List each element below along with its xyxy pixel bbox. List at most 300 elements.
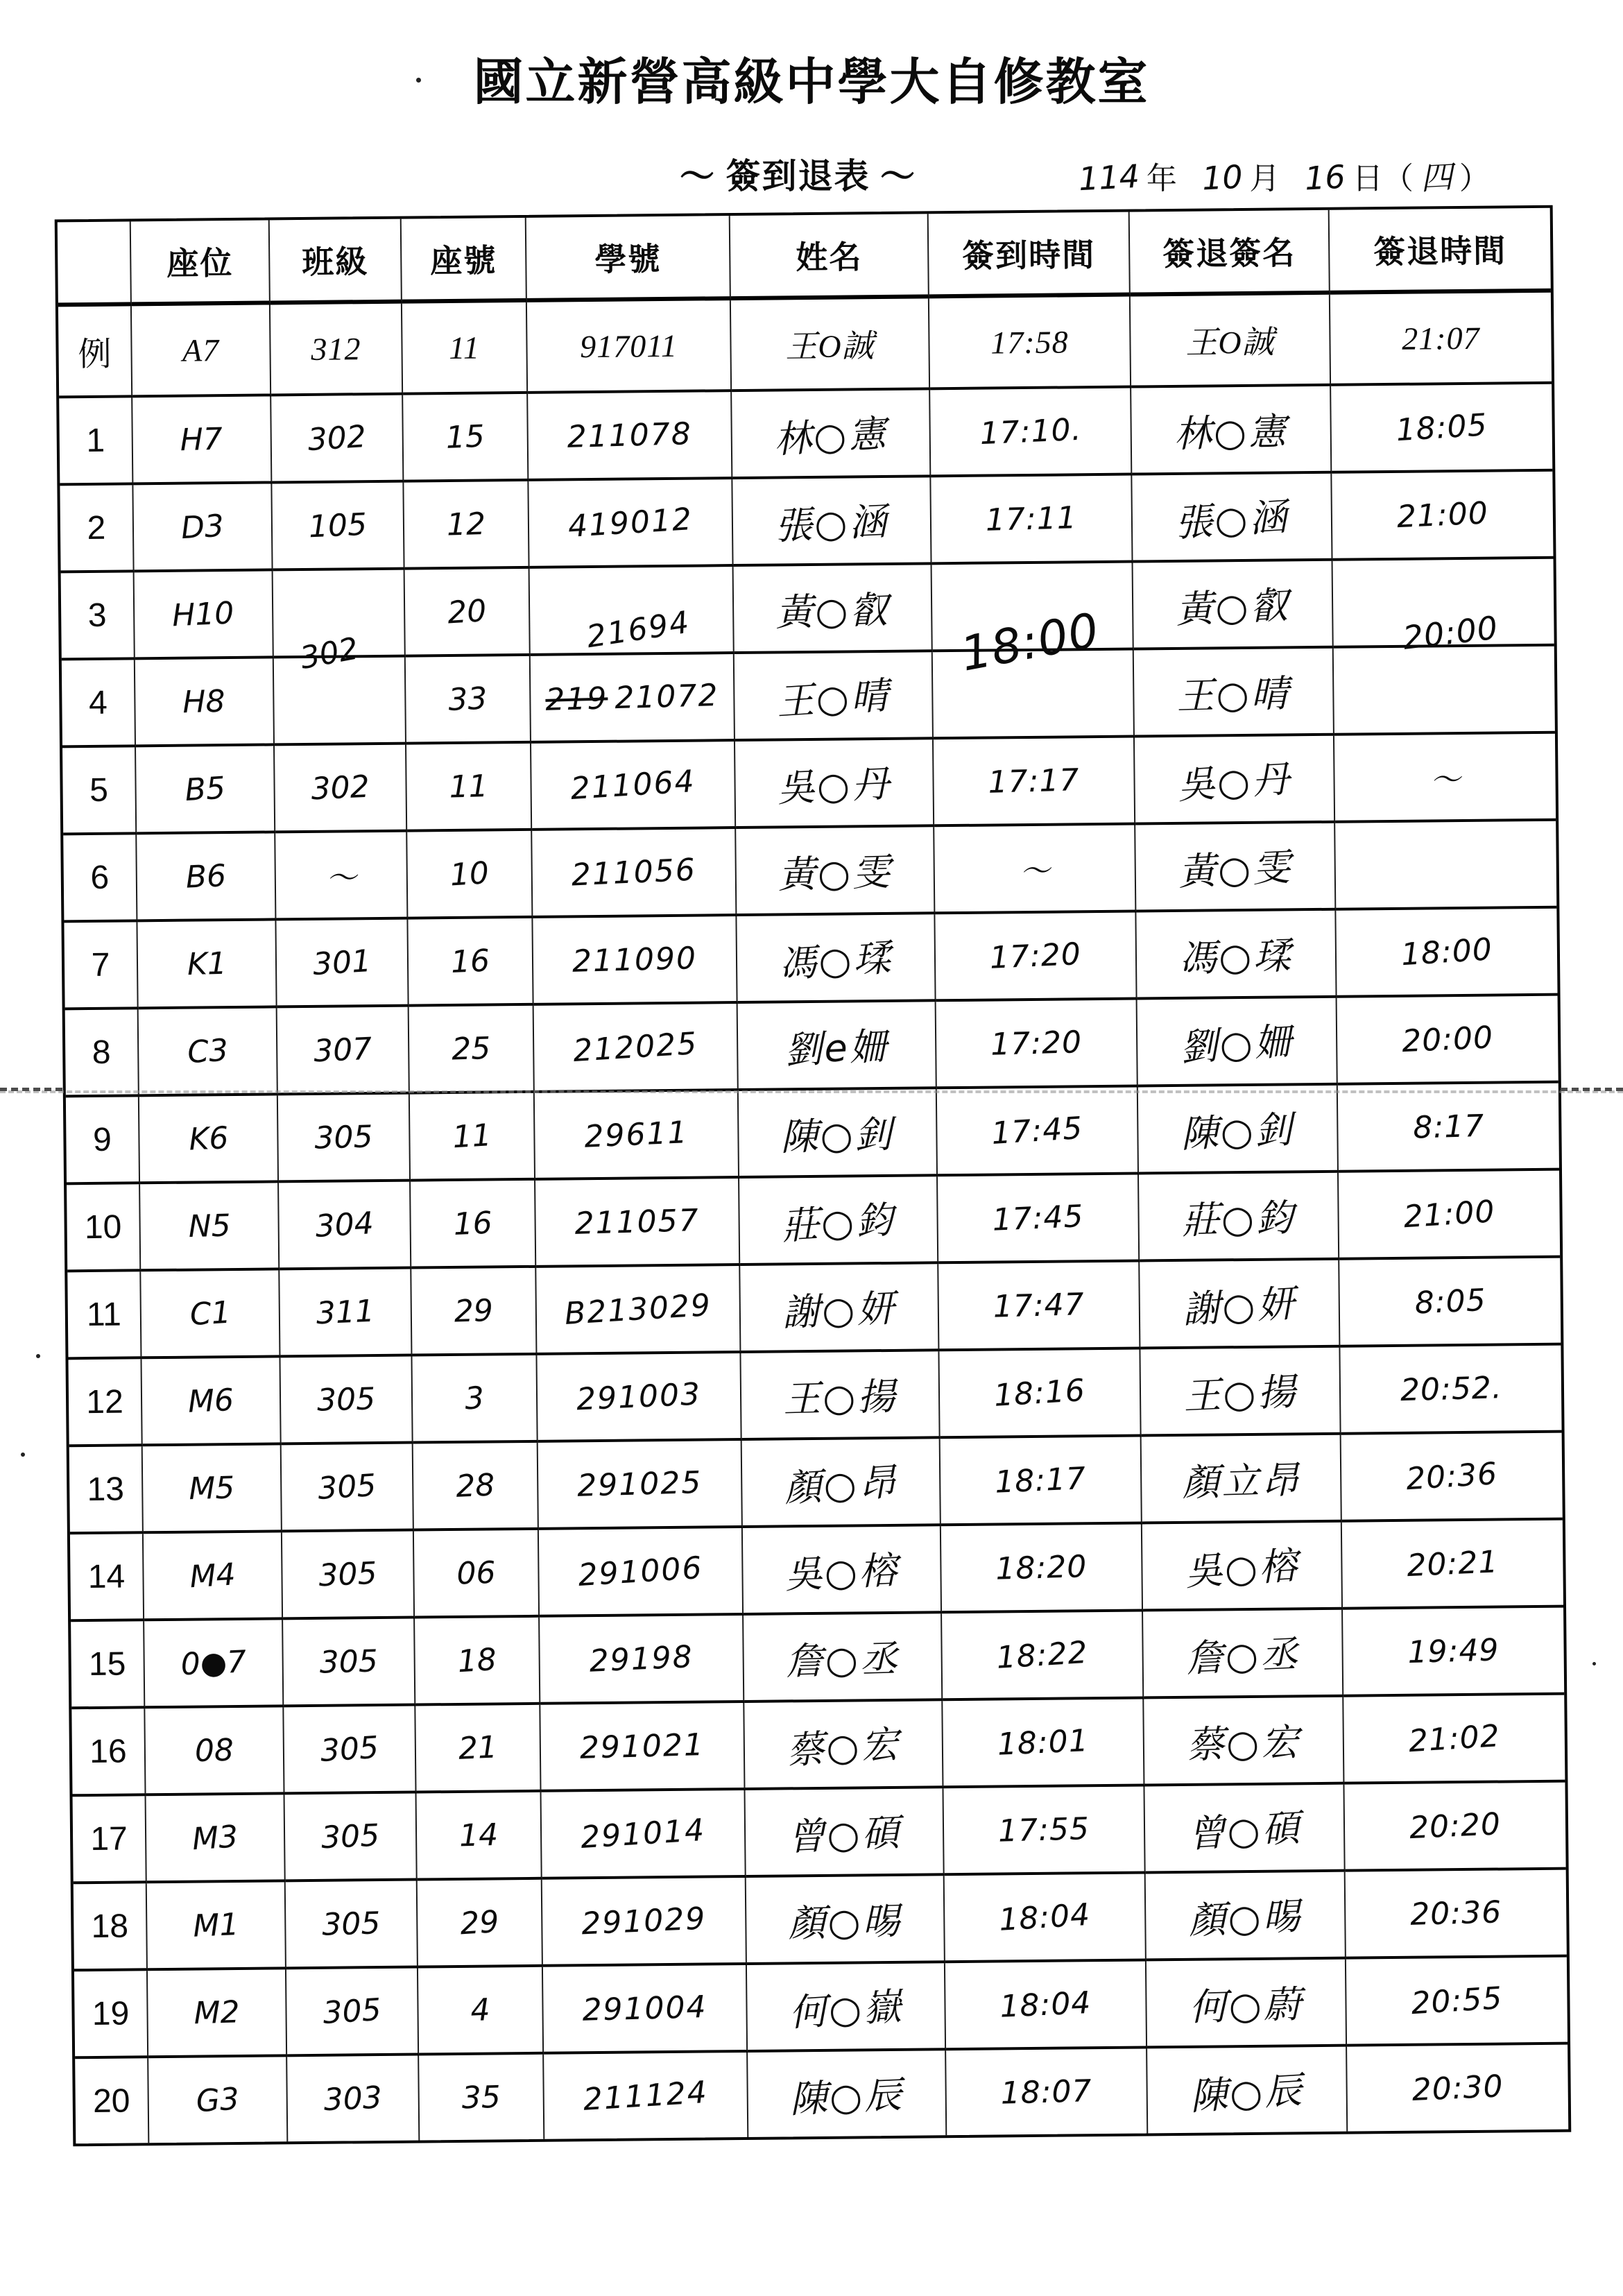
value-class: 311 (315, 1293, 375, 1331)
value-student_id: 917011 (579, 327, 678, 364)
value-name: 劉e姍 (783, 1023, 890, 1072)
value-name: 曾○碩 (786, 1810, 902, 1859)
value-seat: H8 (182, 683, 226, 720)
cell-sign_in-row7 (935, 913, 1137, 1002)
value-sign_out_name: 謝○妍 (1181, 1280, 1298, 1332)
date-day-value: 16 (1303, 157, 1347, 198)
cell-name-example (731, 298, 930, 392)
value-student_id: 291025 (576, 1464, 703, 1504)
cell-sign_out_time-row4 (1334, 646, 1555, 736)
cell-num-row17 (73, 1796, 147, 1884)
value-name: 王○揚 (782, 1373, 898, 1421)
value-class: 〜 (325, 859, 357, 897)
value-sign_out_name: 陳○釗 (1180, 1106, 1296, 1156)
cell-seat_no-row9 (410, 1093, 535, 1182)
cell-name-row4 (735, 652, 934, 742)
value-class: 305 (318, 1555, 378, 1593)
value-seat_no: 3 (463, 1380, 486, 1417)
value-seat_no: 14 (458, 1817, 499, 1853)
cell-seat_no-row11 (411, 1268, 537, 1357)
cell-sign_out_time-header: 簽退時間 (1330, 208, 1551, 295)
cell-name-row15 (744, 1613, 943, 1703)
date-day-label: 日 (1352, 162, 1383, 196)
cell-seat-row7 (137, 920, 277, 1009)
ink-speck (36, 1354, 40, 1358)
cell-seat_no-row16 (415, 1705, 541, 1794)
value-student_id: 21694 (584, 604, 693, 655)
cell-class-row3 (273, 570, 406, 676)
cell-student_id-row13 (538, 1441, 743, 1530)
value-sign_out_name: 馮○瑈 (1178, 933, 1294, 980)
cell-name-row3 (734, 565, 933, 654)
date-paren-close: ） (1459, 162, 1490, 196)
date-month-label: 月 (1249, 162, 1280, 196)
cell-name-row6 (736, 827, 935, 916)
value-seat: D3 (180, 508, 225, 546)
value-class: 301 (311, 943, 372, 982)
cell-class-row4 (274, 658, 406, 746)
value-name: 林○憲 (773, 411, 889, 462)
cell-sign_in-row6 (934, 825, 1136, 915)
cell-student_id-row10 (535, 1179, 740, 1268)
cell-class-row13 (282, 1444, 414, 1533)
cell-seat_no-row14 (414, 1530, 540, 1619)
value-num: 5 (89, 771, 109, 809)
value-class: 305 (321, 1905, 381, 1943)
value-sign_out_time: 21:02 (1407, 1717, 1502, 1759)
cell-sign_out_time-row8 (1337, 996, 1558, 1086)
value-num: 12 (86, 1383, 124, 1421)
value-student_id: 291003 (576, 1376, 703, 1417)
value-sign_in: 18:22 (995, 1634, 1090, 1676)
cell-sign_in-header: 簽到時間 (929, 212, 1131, 299)
value-seat_no: 06 (456, 1554, 497, 1591)
value-student_id: 211064 (569, 763, 696, 807)
value-student_id: B213029 (563, 1287, 713, 1332)
cell-seat-row20 (148, 2057, 288, 2143)
cell-sign_out_name-row16 (1144, 1697, 1344, 1787)
cell-sign_out_name-row19 (1147, 1960, 1347, 2049)
cell-sign_out_name-row8 (1137, 998, 1338, 1088)
cell-class-row20 (287, 2056, 420, 2142)
cell-student_id-row4 (531, 654, 735, 744)
cell-sign_in-row13 (941, 1437, 1142, 1526)
value-student_id: 291014 (579, 1812, 707, 1856)
ink-speck (416, 78, 421, 83)
date-weekday-value: 四 (1419, 157, 1454, 198)
value-student_id: 211057 (574, 1202, 701, 1242)
value-sign_out_time: 20:21 (1406, 1543, 1500, 1584)
value-seat: 0●7 (180, 1643, 247, 1682)
cell-num-example (58, 306, 132, 398)
value-num: 2 (87, 509, 106, 547)
cell-seat_no-row20 (419, 2055, 544, 2141)
cell-num-row7 (64, 922, 138, 1010)
cell-sign_in-row15 (942, 1611, 1144, 1701)
cell-class-row6 (275, 832, 408, 921)
value-seat: 08 (194, 1732, 234, 1769)
value-sign_out_name: 吳○丹 (1176, 756, 1293, 807)
cell-num-row5 (62, 747, 137, 835)
cell-seat-row13 (143, 1445, 282, 1534)
cell-num-row2 (60, 485, 134, 573)
value-class: 302 (307, 418, 368, 458)
cell-sign_out_time-row16 (1343, 1695, 1565, 1785)
cell-seat-row10 (140, 1183, 280, 1271)
value-seat_no: 21 (457, 1729, 499, 1767)
cell-sign_out_name-row1 (1131, 386, 1332, 476)
cell-name-row5 (735, 739, 934, 829)
cell-sign_out_name-row13 (1142, 1435, 1342, 1525)
cell-seat-row5 (136, 746, 275, 834)
value-sign_out_time: 8:17 (1412, 1108, 1485, 1146)
cell-sign_out_time-example (1330, 293, 1552, 386)
value-student_id: 291006 (577, 1550, 704, 1593)
cell-num-row19 (74, 1971, 148, 2059)
cell-sign_out_time-row5 (1334, 734, 1556, 823)
cell-sign_out_time-row11 (1339, 1258, 1561, 1348)
value-class: 305 (319, 1643, 379, 1681)
cell-seat-row12 (141, 1357, 281, 1446)
value-name: 黃○叡 (775, 587, 891, 635)
cell-sign_out_time-row1 (1331, 384, 1552, 474)
value-sign_out_time: 18:05 (1395, 406, 1489, 448)
cell-num-row9 (66, 1097, 140, 1185)
value-name: 馮○瑈 (778, 935, 895, 986)
cell-sign_out_name-row10 (1139, 1173, 1339, 1262)
value-student_id: 219 21072 (544, 677, 719, 718)
value-class: 303 (323, 2080, 383, 2118)
cell-seat_no-row1 (403, 394, 529, 483)
value-seat_no: 29 (454, 1292, 494, 1329)
value-seat_no: 16 (452, 1204, 493, 1242)
cell-sign_in-example (929, 297, 1131, 391)
cell-sign_in-row19 (945, 1961, 1147, 2050)
value-seat: M2 (193, 1994, 241, 2031)
value-sign_in: 18:20 (995, 1548, 1088, 1587)
value-num: 8 (92, 1034, 111, 1071)
cell-seat-row3 (135, 571, 274, 660)
cell-sign_out_name-row2 (1132, 474, 1332, 563)
value-student_id: 211124 (582, 2074, 710, 2118)
value-seat: K6 (187, 1120, 229, 1158)
value-name: 王O誠 (785, 328, 875, 365)
cell-sign_out_time-row20 (1347, 2045, 1568, 2132)
value-sign_in: 17:10. (979, 411, 1083, 452)
cell-name-row14 (743, 1526, 942, 1616)
cell-seat_no-row4 (406, 656, 531, 745)
cell-sign_out_name-row4 (1134, 649, 1334, 738)
value-student_id: 211056 (570, 851, 697, 893)
cell-seat_no-row10 (411, 1181, 536, 1269)
cell-sign_out_name-row15 (1143, 1610, 1343, 1699)
cell-sign_out_time-row12 (1340, 1346, 1561, 1435)
value-student_id: 419012 (567, 501, 694, 545)
value-student_id: 211078 (567, 415, 693, 455)
value-num: 13 (87, 1471, 125, 1508)
value-sign_out_time: 21:00 (1402, 1193, 1496, 1235)
cell-name-row12 (741, 1351, 940, 1441)
cell-student_id-row16 (540, 1703, 745, 1792)
value-name: 詹○丞 (784, 1636, 900, 1684)
value-class: 305 (320, 1817, 381, 1856)
value-student_id: 211090 (572, 940, 698, 979)
cell-seat-row11 (141, 1270, 280, 1359)
value-sign_out_name: 詹○丞 (1185, 1631, 1301, 1681)
value-sign_out_time: 20:00 (1401, 608, 1500, 657)
cell-name-row11 (740, 1264, 939, 1353)
value-class: 305 (316, 1467, 377, 1507)
cell-name-row17 (746, 1788, 945, 1878)
cell-student_id-row2 (529, 479, 733, 569)
value-class: 305 (314, 1118, 374, 1156)
cell-sign_in-row3 (932, 563, 1134, 683)
value-sign_out_time: 20:36 (1409, 1894, 1502, 1933)
cell-name-row9 (739, 1089, 938, 1179)
value-student_id: 291021 (579, 1727, 705, 1766)
cell-name-header: 姓名 (730, 214, 929, 300)
value-seat_no: 35 (461, 2079, 501, 2116)
form-subtitle: ～ 簽到退表 ～ (680, 157, 916, 196)
value-sign_out_time: 19:49 (1407, 1631, 1500, 1670)
value-seat_no: 4 (470, 1991, 491, 2028)
cell-name-row16 (744, 1701, 943, 1790)
cell-sign_out_time-row3 (1333, 559, 1554, 657)
value-student_id: 291004 (581, 1989, 708, 2028)
cell-student_id-row11 (536, 1266, 741, 1355)
cell-sign_in-row4 (933, 651, 1135, 740)
value-class: 305 (322, 1991, 383, 2031)
value-sign_out_name: 莊○鈞 (1180, 1195, 1296, 1242)
cell-sign_in-row9 (937, 1087, 1139, 1176)
value-seat: H10 (171, 594, 235, 633)
cell-student_id-row6 (532, 829, 737, 918)
cell-sign_in-row2 (931, 476, 1133, 565)
value-seat_no: 11 (448, 329, 481, 366)
cell-sign_in-row17 (943, 1786, 1145, 1876)
value-sign_in: 18:04 (997, 1896, 1092, 1938)
value-class: 304 (314, 1205, 375, 1244)
value-class: 105 (307, 506, 368, 545)
cell-class-row11 (280, 1269, 412, 1358)
value-class: 305 (316, 1380, 376, 1419)
cell-num-row12 (68, 1359, 142, 1447)
cell-student_id-row14 (539, 1528, 744, 1618)
value-sign_in: 18:04 (999, 1985, 1092, 2025)
cell-seat_no-row19 (418, 1967, 544, 2056)
cell-student_id-row5 (531, 742, 736, 831)
cell-num-row3 (61, 572, 135, 660)
cell-seat_no-row7 (408, 918, 533, 1007)
value-seat: H7 (180, 421, 223, 458)
fold-line-right-edge (1561, 1088, 1623, 1091)
value-sign_out_time: 18:00 (1400, 931, 1494, 973)
cell-sign_out_time-row2 (1332, 472, 1553, 561)
cell-sign_out_time-row7 (1336, 909, 1557, 998)
cell-name-row2 (732, 477, 931, 567)
value-seat_no: 16 (449, 943, 491, 980)
cell-student_id-row17 (542, 1790, 746, 1880)
value-seat_no: 10 (449, 855, 490, 893)
cell-seat-example (132, 305, 271, 397)
cell-sign_out_name-row12 (1140, 1348, 1341, 1437)
cell-num-row15 (71, 1621, 145, 1709)
value-class: 302 (297, 630, 361, 676)
cell-class-row1 (271, 395, 404, 484)
cell-sign_out_time-row10 (1339, 1171, 1560, 1260)
value-num: 19 (92, 1995, 130, 2032)
value-sign_out_time: 8:05 (1414, 1282, 1487, 1321)
cell-sign_in-row1 (930, 388, 1132, 478)
value-sign_out_name: 劉○姍 (1178, 1018, 1296, 1070)
cell-num-row14 (70, 1534, 144, 1622)
cell-seat-row16 (145, 1707, 284, 1796)
date-paren-open: （ (1382, 162, 1414, 196)
cell-sign_out_name-row18 (1146, 1872, 1346, 1962)
cell-sign_out_name-row14 (1142, 1523, 1343, 1612)
cell-sign_out_name-header: 簽退簽名 (1130, 210, 1330, 297)
cell-class-row17 (285, 1794, 418, 1883)
value-sign_in: 18:07 (1000, 2073, 1093, 2111)
value-num: 20 (92, 2082, 130, 2120)
cell-sign_out_time-row13 (1341, 1433, 1563, 1523)
value-sign_out_name: 顏立昂 (1181, 1457, 1301, 1505)
cell-num-row1 (59, 397, 133, 486)
cell-num-row11 (67, 1271, 141, 1360)
value-seat_no: 20 (446, 592, 488, 631)
value-num: 11 (86, 1296, 122, 1333)
cell-seat_no-row15 (415, 1618, 540, 1706)
value-seat: M5 (188, 1469, 235, 1507)
cell-sign_in-row11 (938, 1262, 1140, 1351)
cell-sign_out_name-row7 (1136, 911, 1337, 1000)
value-sign_in: 17:58 (990, 323, 1069, 360)
value-seat: C3 (186, 1032, 230, 1070)
value-seat: N5 (187, 1208, 231, 1244)
value-seat_no: 28 (455, 1466, 496, 1505)
cell-num-row16 (71, 1708, 146, 1797)
cell-name-row1 (732, 390, 931, 479)
value-sign_in: 17:17 (987, 762, 1081, 800)
value-name: 吳○榕 (784, 1548, 900, 1597)
value-name: 顏○昂 (782, 1459, 900, 1511)
value-class: 305 (319, 1729, 380, 1769)
cell-seat_no-header: 座號 (402, 218, 527, 304)
value-seat_no: 12 (446, 506, 486, 543)
cell-seat_no-row17 (417, 1792, 542, 1881)
value-sign_out_time: 20:20 (1409, 1806, 1502, 1846)
value-num: 6 (90, 859, 110, 896)
value-sign_out_name: 陳○辰 (1189, 2067, 1305, 2118)
value-sign_out_name: 王○晴 (1176, 671, 1291, 718)
value-sign_in: 18:00 (956, 602, 1104, 683)
value-seat: G3 (195, 2080, 241, 2119)
cell-name-row20 (748, 2050, 947, 2137)
value-student_id: 212025 (572, 1025, 699, 1069)
value-seat: B6 (184, 857, 227, 896)
cell-class-row10 (279, 1182, 411, 1271)
cell-num-row10 (67, 1184, 141, 1272)
cell-student_id-row12 (537, 1353, 741, 1443)
cell-student_id-row19 (543, 1965, 748, 2055)
cell-sign_out_name-row17 (1144, 1785, 1345, 1874)
cell-sign_out_time-row17 (1344, 1783, 1565, 1872)
ink-speck (21, 1453, 25, 1457)
value-sign_out_name: 王O誠 (1185, 324, 1275, 361)
value-sign_out_name: 王○揚 (1182, 1369, 1298, 1419)
value-seat_no: 11 (448, 768, 489, 805)
cell-class-row15 (283, 1619, 415, 1708)
cell-num-row4 (62, 660, 136, 748)
value-student_id: 29611 (583, 1114, 689, 1155)
value-num: 3 (87, 597, 107, 634)
cell-seat-row6 (137, 833, 276, 922)
value-num: 例 (78, 336, 112, 373)
cell-seat-row14 (144, 1532, 283, 1621)
cell-student_id-row8 (534, 1004, 739, 1093)
value-sign_out_name: 張○涵 (1174, 494, 1291, 545)
cell-sign_out_name-row3 (1133, 561, 1334, 651)
value-sign_out_time: 21:00 (1396, 495, 1489, 535)
cell-class-row7 (276, 920, 409, 1009)
value-num: 1 (86, 422, 105, 459)
value-seat: M1 (192, 1906, 240, 1944)
cell-seat-row15 (144, 1620, 284, 1708)
value-num: 10 (84, 1208, 122, 1246)
cell-num-row6 (63, 834, 137, 923)
date-line (1072, 153, 1490, 198)
value-class: 312 (311, 330, 361, 367)
cell-seat_no-row6 (407, 831, 533, 920)
value-num: 15 (88, 1645, 126, 1683)
cell-class-row18 (286, 1881, 418, 1970)
value-seat: K1 (186, 945, 227, 982)
signin-table-grid (58, 208, 1568, 2144)
date-month-value: 10 (1201, 157, 1244, 198)
value-sign_out_time: 〜 (1429, 762, 1462, 799)
value-seat_no: 18 (456, 1641, 498, 1679)
value-sign_in: 17:20 (988, 936, 1082, 976)
date-year-value: 114 (1077, 157, 1141, 198)
value-sign_out_name: 林○憲 (1173, 409, 1289, 456)
cell-name-row19 (747, 1963, 946, 2053)
cell-class-row12 (280, 1357, 413, 1446)
cell-name-row13 (742, 1439, 941, 1528)
value-name: 蔡○宏 (785, 1722, 902, 1773)
cell-student_id-row9 (535, 1091, 739, 1181)
cell-seat-row4 (135, 658, 275, 747)
value-seat: A7 (182, 332, 220, 368)
cell-seat_no-row8 (409, 1006, 535, 1095)
document-title: 國立新營高級中學大自修教室 (473, 55, 1150, 110)
cell-student_id-row1 (528, 392, 732, 481)
cell-seat-row9 (139, 1095, 279, 1184)
cell-student_id-header: 學號 (526, 216, 731, 302)
value-sign_in: 18:17 (994, 1460, 1088, 1500)
value-name: 吳○丹 (776, 761, 893, 810)
cell-num-row20 (75, 2058, 149, 2143)
value-sign_out_time: 20:30 (1411, 2068, 1504, 2108)
cell-sign_in-row5 (934, 738, 1135, 828)
value-sign_out_name: 曾○碩 (1186, 1805, 1303, 1856)
cell-sign_in-row10 (938, 1174, 1140, 1264)
crossed-out-value: 219 (544, 680, 609, 718)
cell-seat_no-row3 (405, 569, 531, 658)
cell-sign_out_time-row14 (1342, 1520, 1563, 1610)
cell-student_id-row3 (530, 567, 735, 656)
cell-sign_in-row12 (939, 1349, 1141, 1439)
value-num: 4 (88, 684, 108, 721)
